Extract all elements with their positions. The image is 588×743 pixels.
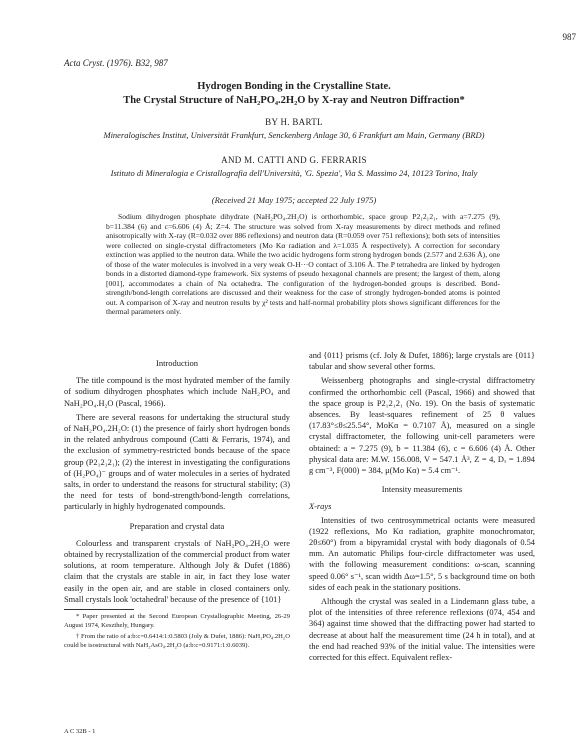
prep-heading: Preparation and crystal data (129, 520, 225, 531)
journal-reference: Acta Cryst. (1976). B32, 987 (64, 58, 168, 68)
prep-paragraph-1: Colourless and transparent crystals of NaH₂PO₄.2H₂O were obtained by recrystallization of the commercial product from water solutions, at room temperature. Although Joly & Dufet (1886) claim that the crystals are stable in air, in fact they lose water easily in the open air, and are stable in closed containers only. Small crystals look 'octahedral' because of the presence of {101} (64, 538, 290, 604)
intensity-paragraph-1: Intensities of two centrosymmetrical octants were measured (1922 reflexions, Mo Kα radiation, graphite monochromator, 2θ≤60°) from a bipyramidal crystal with body diagonals of 0.54 mm. An automatic Philips four-circle diffractometer was used, with the following measurement conditions: ω-scan, scanning speed 0.06° s⁻¹, scan width Δω=1.5°, 5 s background time on both sides of each peak in the stationary positions. (309, 515, 535, 592)
footnote-1: * Paper presented at the Second European Crystallographic Meeting, 26-29 August 1974, Keszthely, Hungary. (64, 613, 290, 629)
footnote-2: † From the ratio of a:b:c=0.6414:1:0.5803 (Joly & Dufet, 1886): NaH₂PO₄.2H₂O could be isostructural with NaH₂AsO₄.2H₂O (a:b:c=0.9171:1:0.6039). (64, 633, 290, 649)
page-number: 987 (562, 32, 576, 42)
article-title (40, 80, 548, 108)
xray-subheading: X-rays (309, 502, 332, 512)
intro-paragraph-1: The title compound is the most hydrated member of the family of sodium dihydrogen phosphates which include NaH₂PO₄ and NaH₂PO₄.H₂O (Pascal, 1966). (64, 376, 290, 408)
cell-paragraph: Weissenberg photographs and single-crystal diffractometry confirmed the orthorhombic cell (Pascal, 1966) and showed that the space group is P2₁2₁2₁ (No. 19). On the basis of systematic absences. By least-squares refinement of 25 θ values (17.83°≤θ≤25.54°, MoKα = 0.7107 Å), measured on a single crystal diffractometer, the following unit-cell parameters were obtained: a = 7.275 (9), b = 11.384 (6), c = 6.606 (4) Å. Other physical data are: M.W. 156.008, V = 547.1 Å³, Z = 4, Dₓ = 1.894 g cm⁻³, F(000) = 384, μ(Mo Kα) = 5.4 cm⁻¹. (309, 376, 535, 476)
title-line-2: The Crystal Structure of NaH₂PO₄.2H₂O by X-ray and Neutron Diffraction* (123, 95, 465, 106)
received-dates: (Received 21 May 1975; accepted 22 July 1975) (211, 195, 377, 205)
left-column (64, 350, 290, 653)
intro-heading: Introduction (155, 358, 199, 368)
footnote-rule (64, 609, 134, 610)
intensity-heading: Intensity measurements (381, 484, 463, 495)
continuation-paragraph: and {011} prisms (cf. Joly & Dufet, 1886); large crystals are {011} tabular and show several other forms. (309, 351, 535, 372)
affiliation-frankfurt: Mineralogisches Institut, Universität Frankfurt, Senckenberg Anlage 30, 6 Frankfurt am Main, Germany (BRD) (103, 130, 485, 140)
intro-paragraph-2: There are several reasons for undertaking the structural study of NaH₂PO₄.2H₂O: (1) the presence of fairly short hydrogen bonds in the related anhydrous compound (Catti & Ferraris, 1974), and the exclusion of symmetry-restricted bonds because of the space group (P2₁2₁2₁); (2) the interest in investigating the configurations of (H₂PO₄)⁻ groups and of water molecules in a series of hydrated salts, in order to understand the reasons for structural stability; (3) the need for tests of bond-strength/bond-length correlations, particularly in highly hydrogenated compounds. (64, 412, 290, 512)
affiliation-torino: Istituto di Mineralogia e Cristallografia dell'Università, 'G. Spezia', Via S. Massimo 24, 10123 Torino, Italy (110, 168, 478, 178)
right-column (309, 350, 535, 666)
abstract: Sodium dihydrogen phosphate dihydrate (NaH₂PO₄.2H₂O) is orthorhombic, space group P2₁2₁2₁, with a=7.275 (9), b=11.384 (6) and c=6.606 (4) Å; Z=4. The structure was solved from X-ray measurements by direct methods and refined anisotropically with X-ray (R=0.032 over 886 reflexions) and neutron data (R=0.059 over 751 reflexions); both sets of intensities were collected on single-crystal diffractometers (Mo Kα radiation and λ=1.035 Å respectively). A correction for secondary extinction was applied to the neutron data. While the two acidic hydrogens form strong hydrogen bonds (2.577 and 2.636 Å), one of those of the water molecules is involved in a very weak O-H···O contact of 3.106 Å. The P tetrahedra are linked by hydrogen bonds in a distorted diamond-type framework. Six systems of pseudo hexagonal channels are present; the largest of them, along [001], accommodates a chain of Na octahedra. The configuration of the hydrogen-bonded groups is described. Bond-strength/bond-length correlations are discussed and their weakness for the case of strongly hydrogen-bonded atoms is pointed out. A comparison of X-ray and neutron results by χ² tests and half-normal probability plots shows significant differences for the thermal parameters only. (106, 212, 500, 316)
footer-code: A C 32B - 1 (64, 728, 96, 735)
author-secondary: AND M. CATTI AND G. FERRARIS (221, 155, 367, 165)
title-line-1: Hydrogen Bonding in the Crystalline State. (197, 81, 391, 92)
intensity-paragraph-2: Although the crystal was sealed in a Lindemann glass tube, a plot of the intensities of three reference reflexions (074, 454 and 364) against time showed that the diffracting power had started to decrease at about half the measurement time (24 h in total), and at the end had reached 93% of the initial value. The intensities were corrected for this effect. Equivalent reflex- (309, 597, 535, 663)
author-primary: BY H. BARTL (265, 117, 323, 127)
